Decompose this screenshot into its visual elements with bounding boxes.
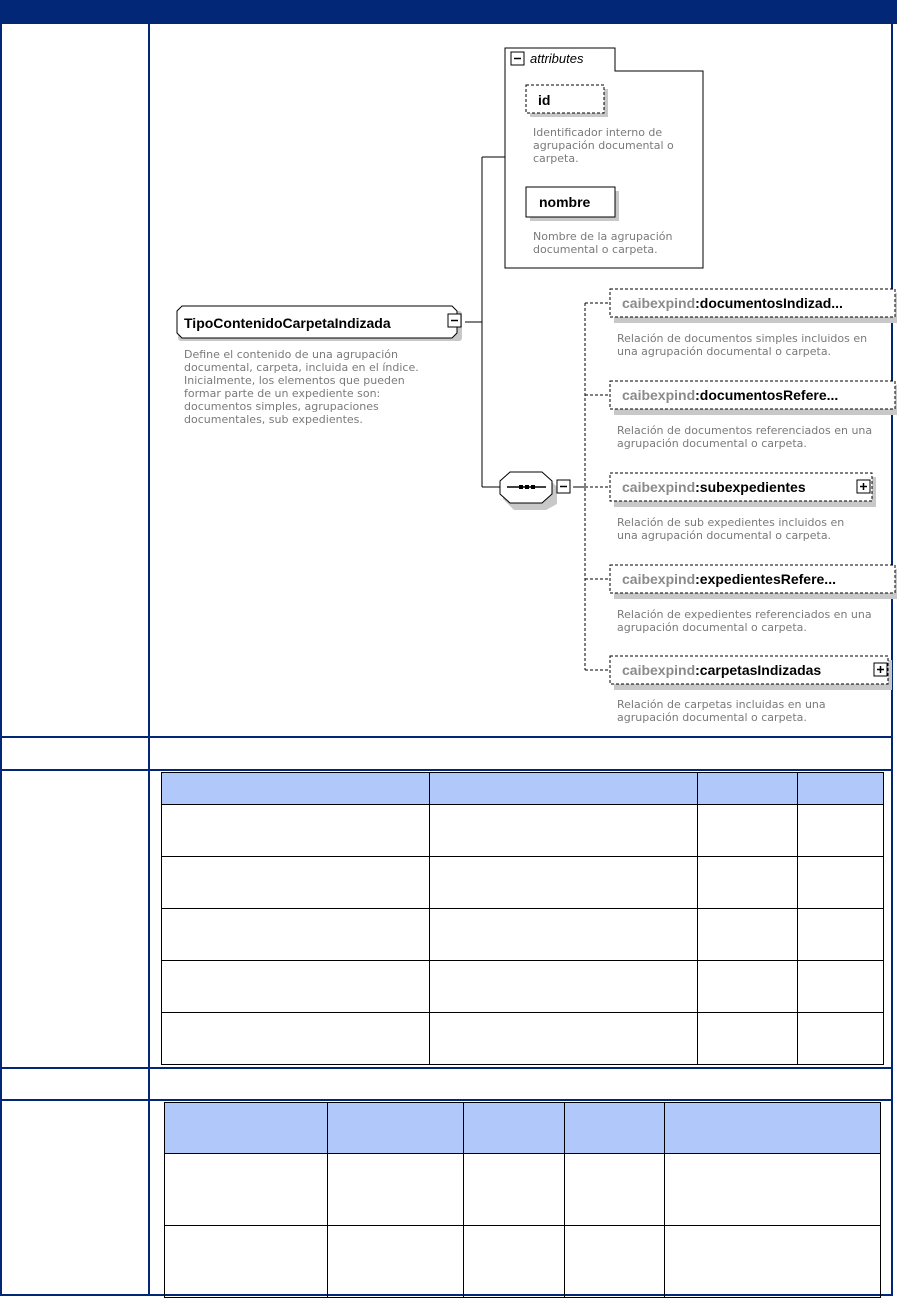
table-header-row bbox=[165, 1103, 881, 1154]
sequence-collapse-toggle[interactable] bbox=[557, 480, 570, 493]
table-header-cell bbox=[430, 773, 698, 805]
element-documentos-indizados-description: Relación de documentos simples incluidos en una agrupación documental o carpeta. bbox=[617, 332, 868, 358]
element-documentos-indizados[interactable] bbox=[610, 289, 897, 323]
table-row bbox=[165, 1154, 881, 1226]
table-cell bbox=[328, 1154, 464, 1226]
svg-text:caibexpind:subexpedientes: caibexpind:subexpedientes bbox=[622, 479, 806, 495]
table-cell bbox=[798, 961, 884, 1013]
element-expedientes-referenciados-description: Relación de expedientes referenciados en una agrupación documental o carpeta. bbox=[617, 608, 872, 634]
table-cell bbox=[798, 857, 884, 909]
table-cell bbox=[162, 909, 430, 961]
row-divider bbox=[0, 769, 893, 771]
table-cell bbox=[328, 1226, 464, 1298]
table-cell bbox=[798, 909, 884, 961]
table-cell bbox=[162, 805, 430, 857]
table-cell bbox=[464, 1226, 565, 1298]
element-carpetas-indizadas[interactable] bbox=[610, 656, 892, 690]
table-header-cell bbox=[665, 1103, 881, 1154]
table-cell bbox=[165, 1226, 328, 1298]
table-cell bbox=[698, 805, 798, 857]
svg-text:id: id bbox=[538, 92, 551, 108]
table-cell bbox=[162, 1013, 430, 1065]
attribute-nombre[interactable] bbox=[526, 187, 619, 221]
element-documentos-referenciados-description: Relación de documentos referenciados en una agrupación documental o carpeta. bbox=[617, 424, 873, 450]
attributes-table bbox=[161, 772, 884, 1065]
table-cell bbox=[698, 857, 798, 909]
element-carpetas-indizadas-description: Relación de carpetas incluidas en una agrupación documental o carpeta. bbox=[617, 698, 826, 724]
table-cell bbox=[430, 961, 698, 1013]
table-header-cell bbox=[162, 773, 430, 805]
row-divider bbox=[0, 736, 893, 738]
element-subexpedientes[interactable] bbox=[610, 473, 876, 507]
svg-text:caibexpind:expedientesRefere..: caibexpind:expedientesRefere... bbox=[622, 571, 836, 587]
table-row bbox=[162, 1013, 884, 1065]
attribute-nombre-description: Nombre de la agrupación documental o carpeta. bbox=[533, 230, 673, 256]
root-type-description: Define el contenido de una agrupación documental, carpeta, incluida en el índice. Inicialmente, los elementos que pueden formar parte de un expediente son: documentos simples, agrupaciones documentales, sub expedientes. bbox=[184, 348, 419, 426]
table-row bbox=[165, 1226, 881, 1298]
svg-text:nombre: nombre bbox=[539, 194, 591, 210]
table-row bbox=[162, 961, 884, 1013]
svg-text:caibexpind:carpetasIndizadas: caibexpind:carpetasIndizadas bbox=[622, 662, 822, 678]
table-cell bbox=[798, 805, 884, 857]
attribute-id[interactable] bbox=[526, 85, 608, 117]
root-type-name: TipoContenidoCarpetaIndizada bbox=[184, 315, 391, 331]
sequence-dashed-lines bbox=[585, 303, 610, 670]
row-divider bbox=[0, 1067, 893, 1069]
table-cell bbox=[665, 1154, 881, 1226]
table-header-cell bbox=[798, 773, 884, 805]
table-cell bbox=[665, 1226, 881, 1298]
svg-text:caibexpind:documentosRefere...: caibexpind:documentosRefere... bbox=[622, 387, 839, 403]
table-cell bbox=[430, 909, 698, 961]
element-documentos-referenciados[interactable] bbox=[610, 381, 897, 415]
element-expedientes-referenciados[interactable] bbox=[610, 565, 897, 599]
table-cell bbox=[430, 1013, 698, 1065]
attributes-label: attributes bbox=[530, 51, 584, 66]
attributes-collapse-toggle[interactable] bbox=[511, 52, 524, 65]
table-header-cell bbox=[464, 1103, 565, 1154]
subexpedientes-expand-toggle[interactable] bbox=[857, 480, 870, 493]
table-header-cell bbox=[698, 773, 798, 805]
table-cell bbox=[698, 961, 798, 1013]
table-header-cell bbox=[328, 1103, 464, 1154]
carpetas-expand-toggle[interactable] bbox=[874, 663, 887, 676]
table-cell bbox=[430, 805, 698, 857]
row-divider bbox=[0, 1099, 893, 1101]
table-header-cell bbox=[165, 1103, 328, 1154]
table-header-row bbox=[162, 773, 884, 805]
table-cell bbox=[165, 1154, 328, 1226]
table-row bbox=[162, 909, 884, 961]
table-row bbox=[162, 857, 884, 909]
table-cell bbox=[162, 961, 430, 1013]
root-collapse-toggle[interactable] bbox=[448, 314, 461, 327]
table-cell bbox=[430, 857, 698, 909]
table-cell bbox=[698, 1013, 798, 1065]
sequence-compositor[interactable] bbox=[500, 472, 557, 510]
root-type-node[interactable] bbox=[177, 306, 462, 341]
attribute-id-description: Identificador interno de agrupación documental o carpeta. bbox=[533, 126, 674, 165]
table-cell bbox=[464, 1154, 565, 1226]
elements-table bbox=[164, 1102, 881, 1298]
table-cell bbox=[565, 1226, 665, 1298]
element-subexpedientes-description: Relación de sub expedientes incluidos en una agrupación documental o carpeta. bbox=[617, 516, 845, 542]
table-row bbox=[162, 805, 884, 857]
table-cell bbox=[698, 909, 798, 961]
svg-text:caibexpind:documentosIndizad..: caibexpind:documentosIndizad... bbox=[622, 295, 843, 311]
table-cell bbox=[798, 1013, 884, 1065]
table-header-cell bbox=[565, 1103, 665, 1154]
table-cell bbox=[162, 857, 430, 909]
table-cell bbox=[565, 1154, 665, 1226]
